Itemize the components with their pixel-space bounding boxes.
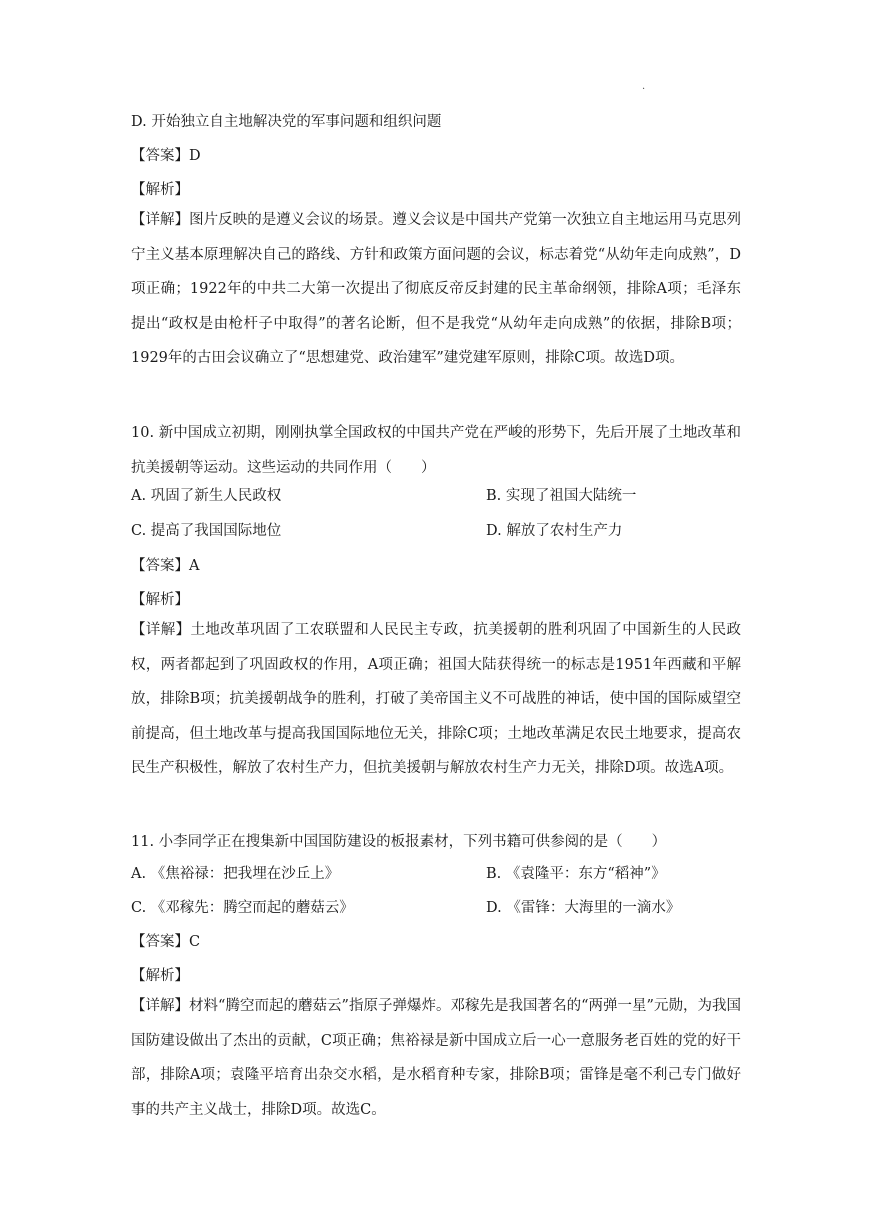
q11-detail: 【详解】材料“腾空而起的蘑菇云”指原子弹爆炸。邓稼先是我国著名的“两弹一星”元勋，为我国国防建设做出了杰出的贡献，C项正确；焦裕禄是新中国成立后一心一意服务老百姓的党的好干部，排除A项；袁隆平培育出杂交水稻，是水稻育种专家，排除B项；雷锋是毫不利己专门做好事的共产主义战士，排除D项。故选C。 xyxy=(131,998,741,1118)
q10-option-c: C. 提高了我国国际地位 xyxy=(131,523,282,539)
q10-analysis-label: 【解析】 xyxy=(131,592,189,608)
q11-stem: 11. 小李同学正在搜集新中国国防建设的板报素材，下列书籍可供参阅的是（ ） xyxy=(131,834,667,850)
q9-detail: 【详解】图片反映的是遵义会议的场景。遵义会议是中国共产党第一次独立自主地运用马克思列宁主义基本原理解决自己的路线、方针和政策方面问题的会议，标志着党“从幼年走向成熟”，D项正确；1922年的中共二大第一次提出了彻底反帝反封建的民主革命纲领，排除A项；毛泽东提出“政权是由枪杆子中取得”的著名论断，但不是我党“从幼年走向成熟”的依据，排除B项；1929年的古田会议确立了“思想建党、政治建军”建党建军原则，排除C项。故选D项。 xyxy=(131,212,741,366)
q10-option-b: B. 实现了祖国大陆统一 xyxy=(486,488,637,504)
q9-answer: 【答案】D xyxy=(131,148,201,164)
q10-option-a: A. 巩固了新生人民政权 xyxy=(131,488,282,504)
q10-stem: 10. 新中国成立初期，刚刚执掌全国政权的中国共产党在严峻的形势下，先后开展了土地改革和抗美援朝等运动。这些运动的共同作用（ ） xyxy=(131,425,741,476)
q9-option-d: D. 开始独立自主地解决党的军事问题和组织问题 xyxy=(131,114,442,130)
q10-detail: 【详解】土地改革巩固了工农联盟和人民民主专政，抗美援朝的胜利巩固了中国新生的人民政权，两者都起到了巩固政权的作用，A项正确；祖国大陆获得统一的标志是1951年西藏和平解放，排除B项；抗美援朝战争的胜利，打破了美帝国主义不可战胜的神话，使中国的国际威望空前提高，但土地改革与提高我国国际地位无关，排除C项；土地改革满足农民土地要求，提高农民生产积极性，解放了农村生产力，但抗美援朝与解放农村生产力无关，排除D项。故选A项。 xyxy=(131,622,741,776)
q10-answer: 【答案】A xyxy=(131,558,200,574)
header-mark: · xyxy=(642,84,646,95)
q11-option-b: B. 《袁隆平：东方“稻神”》 xyxy=(486,866,666,882)
q9-analysis-label: 【解析】 xyxy=(131,182,189,198)
q11-option-a: A. 《焦裕禄：把我埋在沙丘上》 xyxy=(131,866,340,882)
q11-option-c: C. 《邓稼先：腾空而起的蘑菇云》 xyxy=(131,900,354,916)
q10-option-d: D. 解放了农村生产力 xyxy=(486,523,623,539)
q11-answer: 【答案】C xyxy=(131,934,201,950)
q11-option-d: D. 《雷锋：大海里的一滴水》 xyxy=(486,900,681,916)
q11-analysis-label: 【解析】 xyxy=(131,968,189,984)
